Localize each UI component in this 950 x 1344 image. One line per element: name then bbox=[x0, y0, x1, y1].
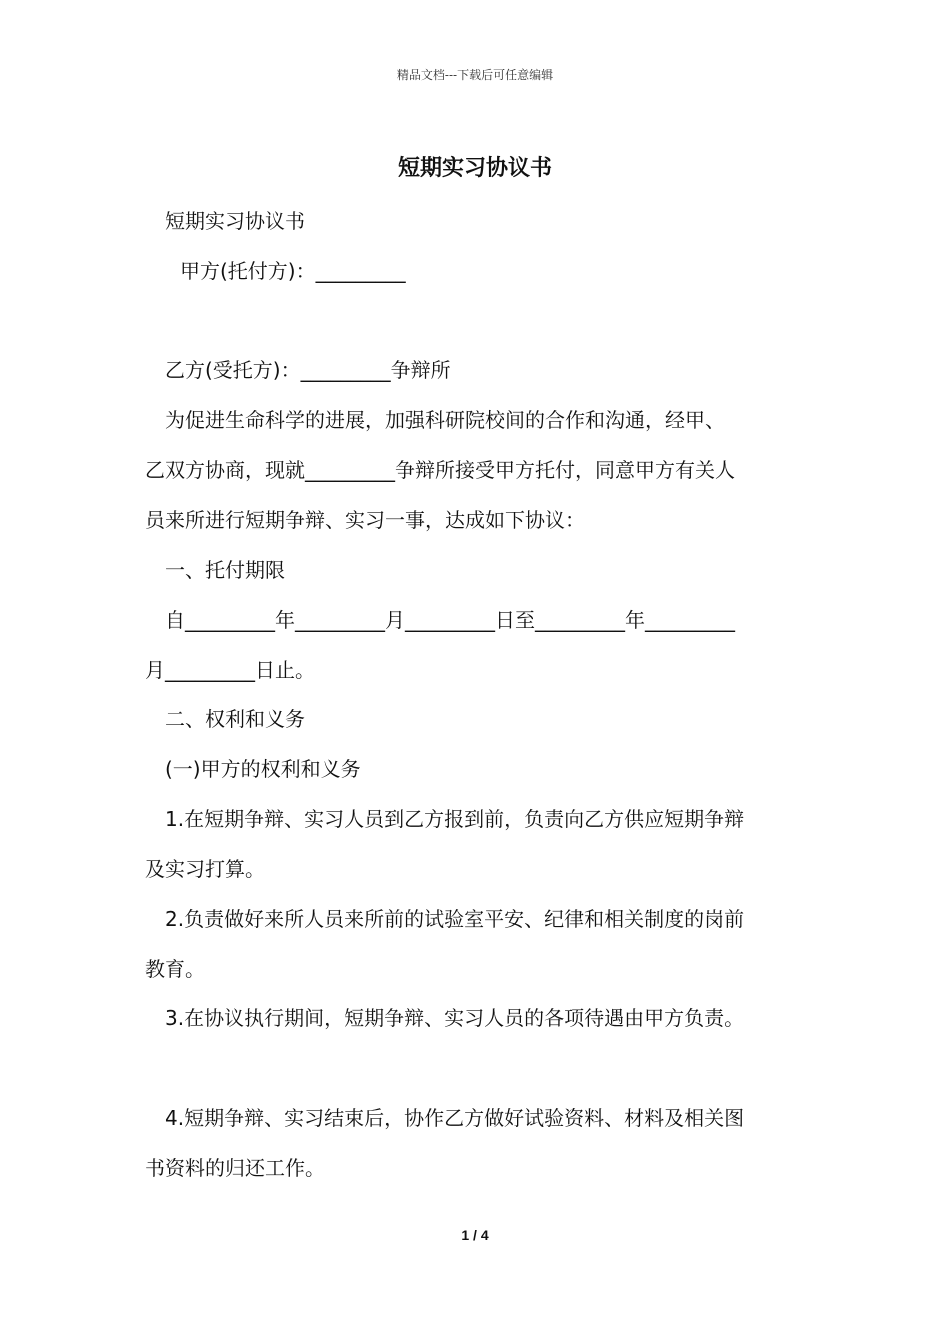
body-line: 书资料的归还工作。 bbox=[145, 1156, 325, 1180]
body-line: 员来所进行短期争辩、实习一事，达成如下协议： bbox=[145, 508, 585, 532]
document-title: 短期实习协议书 bbox=[397, 155, 552, 181]
body-line: 二、权利和义务 bbox=[165, 707, 305, 731]
body-line: 乙方(受托方)：_________争辩所 bbox=[165, 358, 451, 382]
body-line: 教育。 bbox=[145, 957, 205, 981]
body-line: 3.在协议执行期间，短期争辩、实习人员的各项待遇由甲方负责。 bbox=[165, 1006, 745, 1030]
body-line: 月_________日止。 bbox=[145, 658, 315, 682]
body-line: 及实习打算。 bbox=[145, 857, 265, 881]
body-line: 甲方(托付方)：_________ bbox=[180, 259, 406, 283]
body-line: 2.负责做好来所人员来所前的试验室平安、纪律和相关制度的岗前 bbox=[165, 907, 745, 931]
body-line: (一)甲方的权利和义务 bbox=[165, 757, 361, 781]
body-line: 乙双方协商，现就_________争辩所接受甲方托付，同意甲方有关人 bbox=[145, 458, 735, 482]
body-line: 4.短期争辩、实习结束后，协作乙方做好试验资料、材料及相关图 bbox=[165, 1106, 745, 1130]
page-number: 1 / 4 bbox=[461, 1227, 489, 1243]
header-note: 精品文档---下载后可任意编辑 bbox=[396, 68, 554, 82]
body-line: 自_________年_________月_________日至_________年_________ bbox=[165, 608, 735, 632]
body-line: 1.在短期争辩、实习人员到乙方报到前，负责向乙方供应短期争辩 bbox=[165, 807, 745, 831]
body-line: 短期实习协议书 bbox=[165, 209, 305, 233]
body-line: 为促进生命科学的进展，加强科研院校间的合作和沟通，经甲、 bbox=[165, 408, 725, 432]
body-line: 一、托付期限 bbox=[165, 558, 285, 582]
